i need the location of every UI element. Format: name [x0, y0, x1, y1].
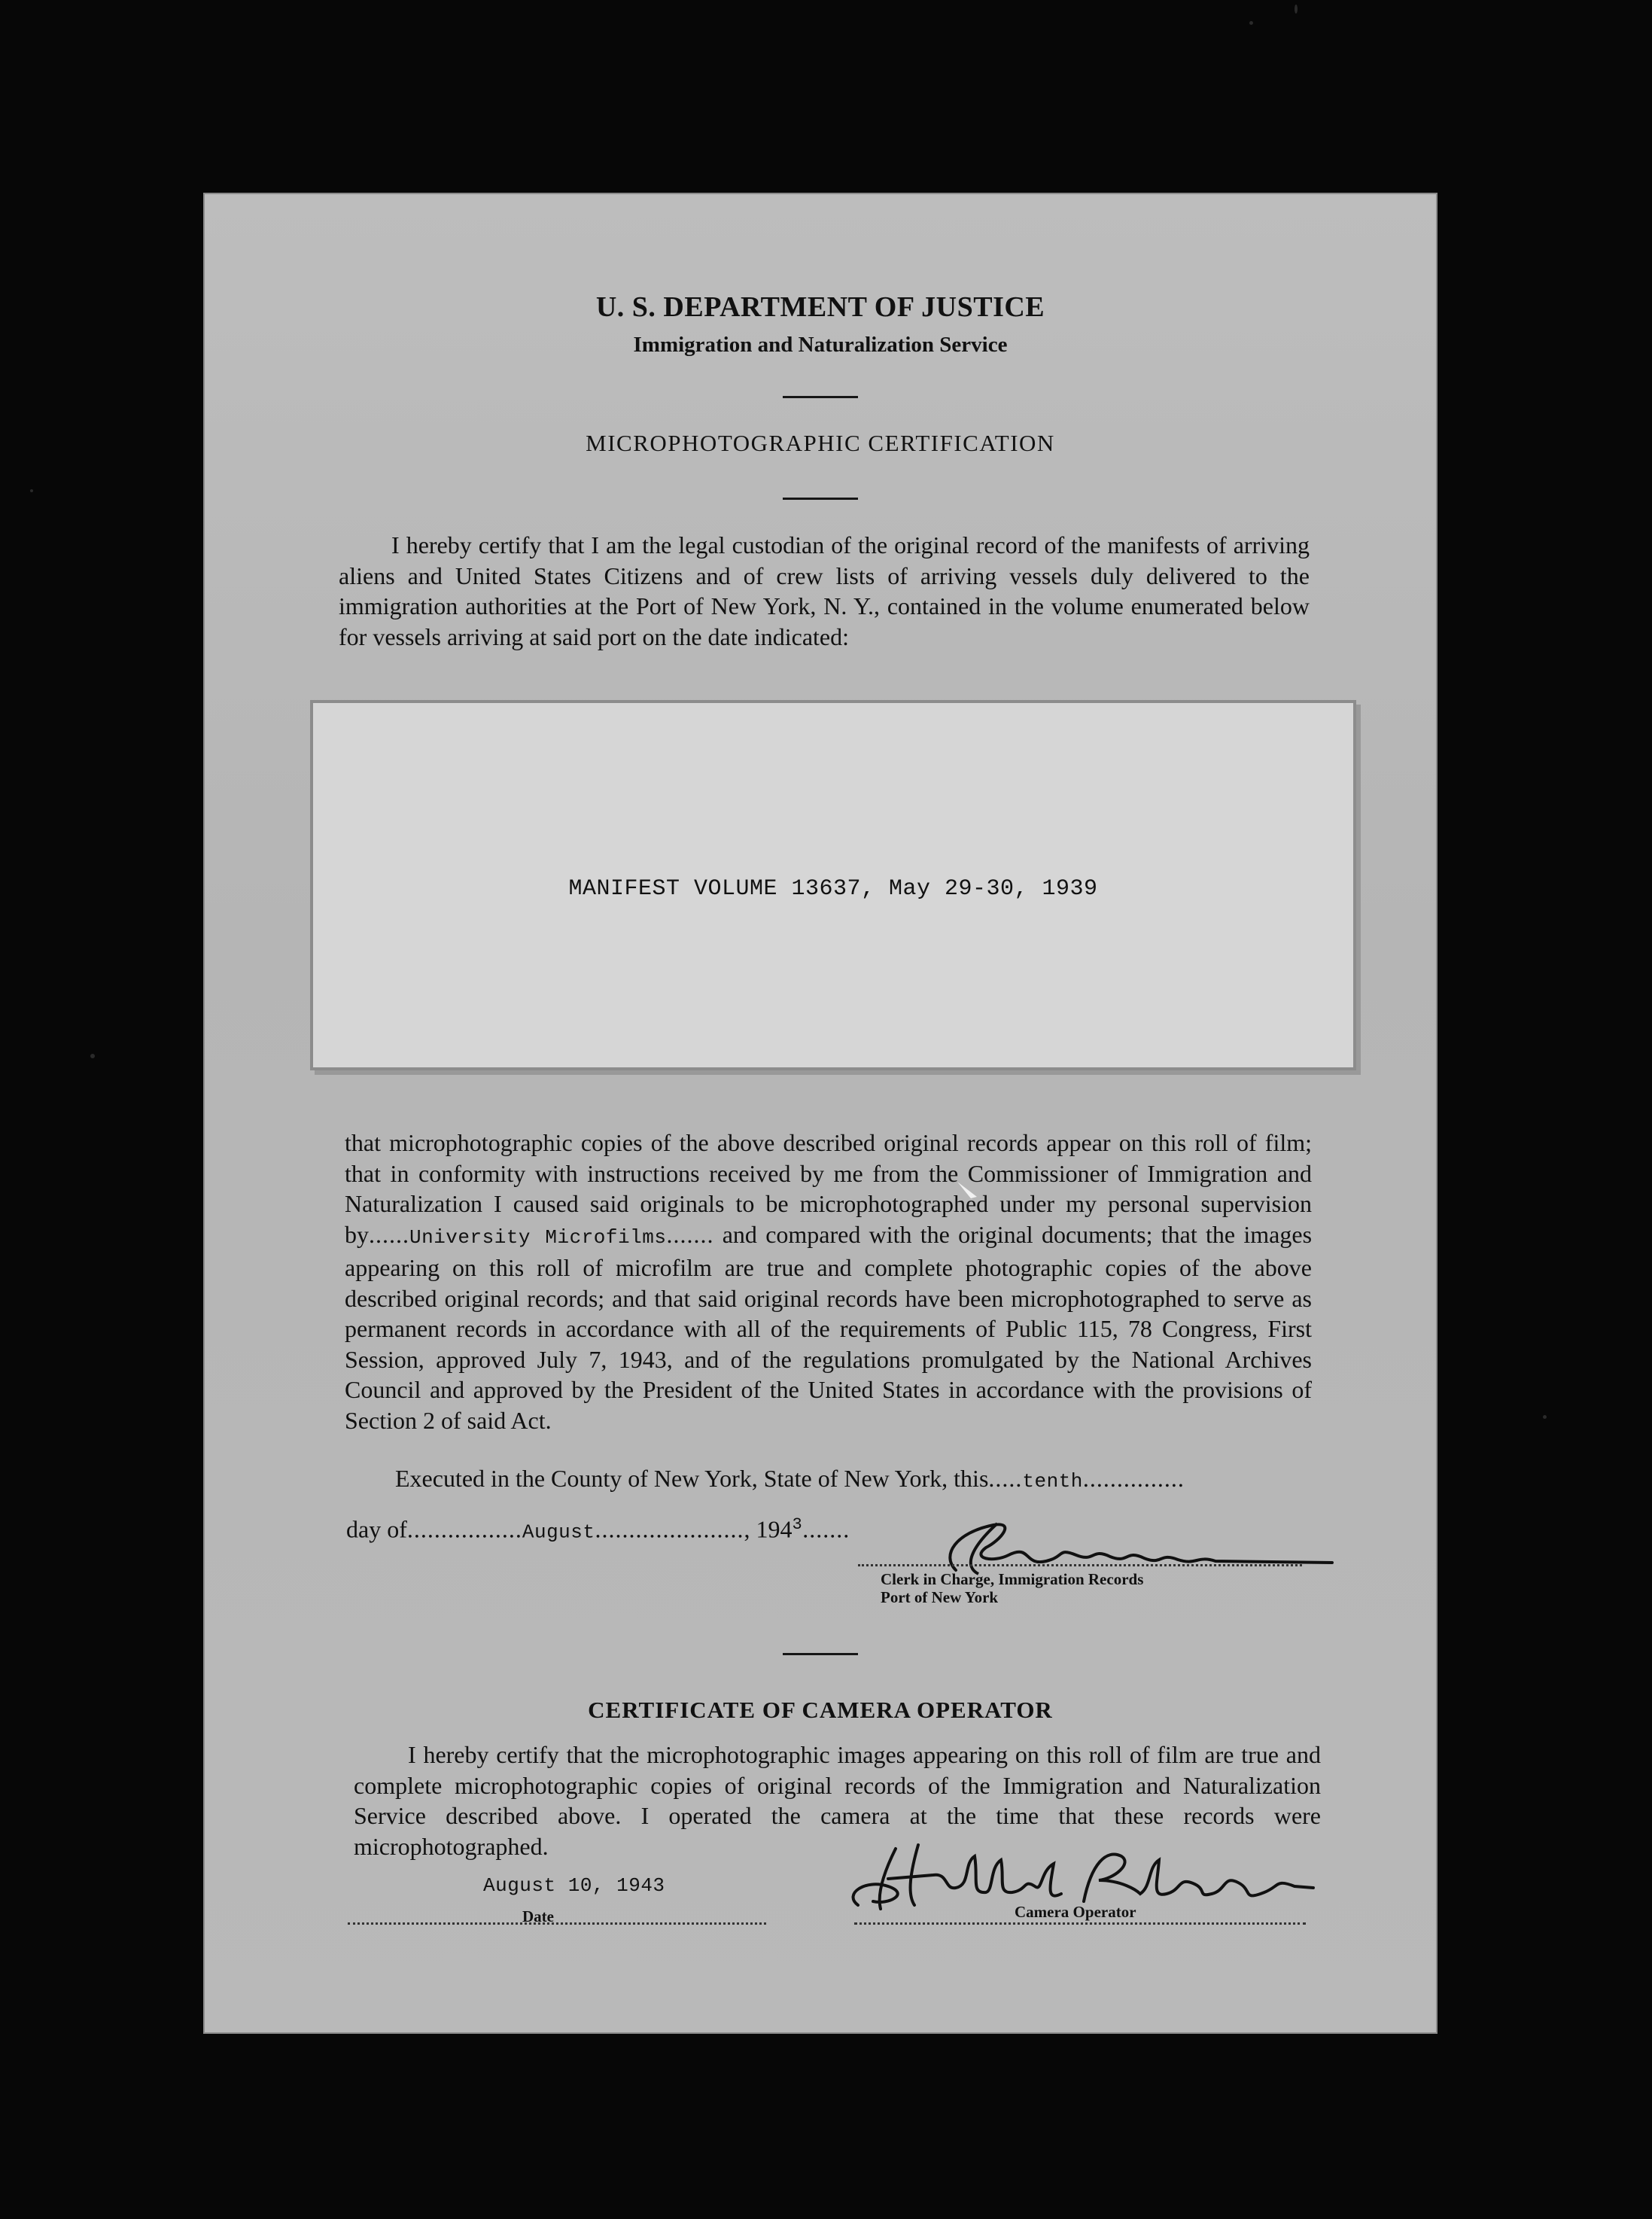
- certification-heading: MICROPHOTOGRAPHIC CERTIFICATION: [586, 430, 1055, 456]
- date-line: [348, 1895, 766, 1925]
- clerk-port: Port of New York: [881, 1588, 999, 1606]
- department-title: U. S. DEPARTMENT OF JUSTICE: [595, 291, 1045, 323]
- executed-prefix: Executed in the County of New York, State of New York, this: [395, 1465, 989, 1492]
- certification-body: that microphotographic copies of the above described original records appear on this roll of film; that in conformity with instructions received by me from the Commissioner of Immigration and Naturalization I caused said originals to be microphotographed under my personal supervision by......University Microfilms....... and compared with the original documents; that the images appearing on this roll of microfilm are true and complete photographic copies of the above described original records; and that said original records have been microphotographed to serve as permanent records in accordance with all of the requirements of Public 115, 78 Congress, First Session, approved July 7, 1943, and of the regulations promulgated by the National Archives Council and approved by the President of the United States in accordance with the provisions of Section 2 of said Act.: [345, 1129, 1313, 1434]
- divider: [783, 1653, 858, 1655]
- month-fill: August: [522, 1520, 595, 1544]
- clerk-title: Clerk in Charge, Immigration Records: [881, 1570, 1144, 1588]
- manifest-volume: MANIFEST VOLUME 13637, May 29-30, 1939: [568, 876, 1098, 902]
- divider: [783, 498, 858, 500]
- camera-certificate-heading: CERTIFICATE OF CAMERA OPERATOR: [588, 1697, 1053, 1723]
- year-prefix: , 194: [744, 1515, 793, 1543]
- operator-label: Camera Operator: [1015, 1903, 1136, 1921]
- divider: [783, 396, 858, 398]
- department-subtitle: Immigration and Naturalization Service: [633, 333, 1008, 357]
- executed-day: tenth: [1022, 1470, 1083, 1493]
- clerk-signature-line: [858, 1564, 1302, 1566]
- supervisor-fill: University Microfilms: [409, 1225, 667, 1249]
- day-of-label: day of: [346, 1515, 407, 1543]
- body-before-fill: that microphotographic copies of the above described original records appear on this roll of film; that in conformity with instructions received by me from the Commissioner of Immigration and Naturalization I caused said originals to be microphotographed under my personal supervision by: [345, 1129, 1312, 1248]
- camera-certificate-text: I hereby certify that the microphotographic images appearing on this roll of film are true and complete microphotographic copies of original records of the Immigration and Naturalization Service described above. I operated the camera at the time that these records were microphotographed.: [354, 1741, 1321, 1860]
- date-label: Date: [522, 1907, 554, 1925]
- date-value: August 10, 1943: [483, 1874, 665, 1897]
- day-of-line: day of.................August......................, $194^3$.......: [346, 1515, 850, 1544]
- volume-slip: [310, 700, 1356, 1070]
- certificate-page: [203, 193, 1438, 2034]
- executed-line: Executed in the County of New York, State of New York, this.....tenth...............: [395, 1465, 1185, 1493]
- certification-intro: I hereby certify that I am the legal custodian of the original record of the manifests of arriving aliens and United States Citizens and of crew lists of arriving vessels duly delivered to the immigration authorities at the Port of New York, N. Y., contained in the volume enumerated below for vessels arriving at said port on the date indicated:: [339, 531, 1310, 650]
- year-digit: 3: [792, 1515, 803, 1534]
- body-after-fill: and compared with the original documents; that the images appearing on this roll of microfilm are true and complete photographic copies of the above described original records; and that said original records have been microphotographed to serve as permanent records in accordance with all of the requirements of Public 115, 78 Congress, First Session, approved July 7, 1943, and of the regulations promulgated by the National Archives Council and approved by the President of the United States in accordance with the provisions of Section 2 of said Act.: [345, 1220, 1313, 1434]
